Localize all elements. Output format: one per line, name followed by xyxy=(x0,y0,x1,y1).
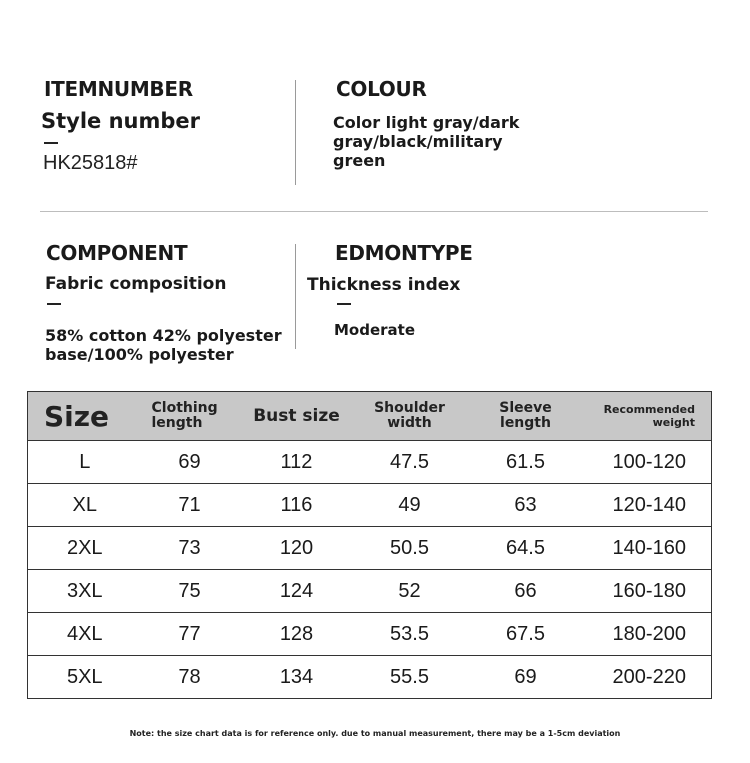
style-number-value: HK25818# xyxy=(43,152,138,174)
thickness-index-label: Thickness index xyxy=(307,275,461,295)
header-sleeve-length-text: Sleeve length xyxy=(499,400,552,431)
header-bust-size: Bust size xyxy=(253,406,340,426)
fabric-composition-label: Fabric composition xyxy=(45,274,227,294)
cell-recommended-weight: 200-220 xyxy=(612,665,686,688)
table-header-row xyxy=(28,392,712,441)
cell-clothing-length: 73 xyxy=(178,536,201,559)
vertical-divider-bottom xyxy=(295,244,296,349)
size-chart-footnote: Note: the size chart data is for reference only. due to manual measurement, there may be a 1-5cm deviation xyxy=(129,729,621,738)
cell-recommended-weight: 120-140 xyxy=(612,493,686,516)
thickness-index-value: Moderate xyxy=(334,321,416,339)
size-chart-table xyxy=(27,391,712,699)
table-row xyxy=(28,484,712,527)
header-clothing-length-text: Clothing length xyxy=(151,400,218,431)
cell-sleeve-length: 67.5 xyxy=(506,622,545,645)
horizontal-divider xyxy=(40,211,708,212)
header-recommended-weight-text: Recommended weight xyxy=(603,403,695,429)
cell-bust-size: 120 xyxy=(279,536,314,559)
cell-size: XL xyxy=(72,493,97,516)
cell-size: 5XL xyxy=(66,665,103,688)
cell-recommended-weight: 180-200 xyxy=(612,622,686,645)
cell-bust-size: 124 xyxy=(279,579,314,602)
cell-recommended-weight: 160-180 xyxy=(612,579,686,602)
style-number-label: Style number xyxy=(41,109,201,133)
cell-clothing-length: 75 xyxy=(178,579,201,602)
cell-shoulder-width: 55.5 xyxy=(390,665,429,688)
cell-sleeve-length: 63 xyxy=(514,493,537,516)
item-number-heading: ITEMNUMBER xyxy=(44,77,193,101)
table-row xyxy=(28,570,712,613)
header-sleeve-length xyxy=(464,392,588,441)
cell-shoulder-width: 52 xyxy=(398,579,421,602)
component-heading: COMPONENT xyxy=(46,241,188,265)
cell-sleeve-length: 61.5 xyxy=(506,450,545,473)
cell-sleeve-length: 66 xyxy=(514,579,537,602)
cell-clothing-length: 69 xyxy=(178,450,201,473)
dash-divider xyxy=(47,303,61,305)
cell-size: 4XL xyxy=(66,622,103,645)
cell-size: 3XL xyxy=(66,579,103,602)
dash-divider xyxy=(337,303,351,305)
table-row xyxy=(28,441,712,484)
cell-size: L xyxy=(79,450,91,473)
cell-recommended-weight: 100-120 xyxy=(612,450,686,473)
cell-shoulder-width: 49 xyxy=(398,493,421,516)
colour-heading: COLOUR xyxy=(336,77,427,101)
cell-bust-size: 116 xyxy=(280,493,313,516)
cell-bust-size: 134 xyxy=(279,665,314,688)
cell-shoulder-width: 47.5 xyxy=(390,450,429,473)
header-shoulder-width-text: Shoulder width xyxy=(374,400,445,431)
cell-clothing-length: 71 xyxy=(178,493,201,516)
header-recommended-weight xyxy=(588,392,712,441)
vertical-divider-top xyxy=(295,80,296,185)
header-size: Size xyxy=(44,399,110,433)
cell-sleeve-length: 64.5 xyxy=(506,536,545,559)
fabric-composition-line1: 58% cotton 42% polyester xyxy=(45,326,282,345)
edmontype-heading: EDMONTYPE xyxy=(335,241,473,265)
cell-clothing-length: 77 xyxy=(178,622,201,645)
table-row xyxy=(28,613,712,656)
table-row xyxy=(28,527,712,570)
cell-shoulder-width: 53.5 xyxy=(390,622,429,645)
header-shoulder-width xyxy=(356,392,464,441)
fabric-composition-line2: base/100% polyester xyxy=(45,345,234,364)
cell-bust-size: 128 xyxy=(279,622,314,645)
cell-bust-size: 112 xyxy=(280,450,313,473)
cell-clothing-length: 78 xyxy=(178,665,201,688)
cell-recommended-weight: 140-160 xyxy=(612,536,686,559)
cell-size: 2XL xyxy=(66,536,103,559)
dash-divider xyxy=(44,142,58,144)
header-clothing-length xyxy=(142,392,238,441)
cell-sleeve-length: 69 xyxy=(514,665,537,688)
table-row xyxy=(28,656,712,699)
colour-value: Color light gray/dark gray/black/military green xyxy=(333,113,520,170)
cell-shoulder-width: 50.5 xyxy=(390,536,429,559)
